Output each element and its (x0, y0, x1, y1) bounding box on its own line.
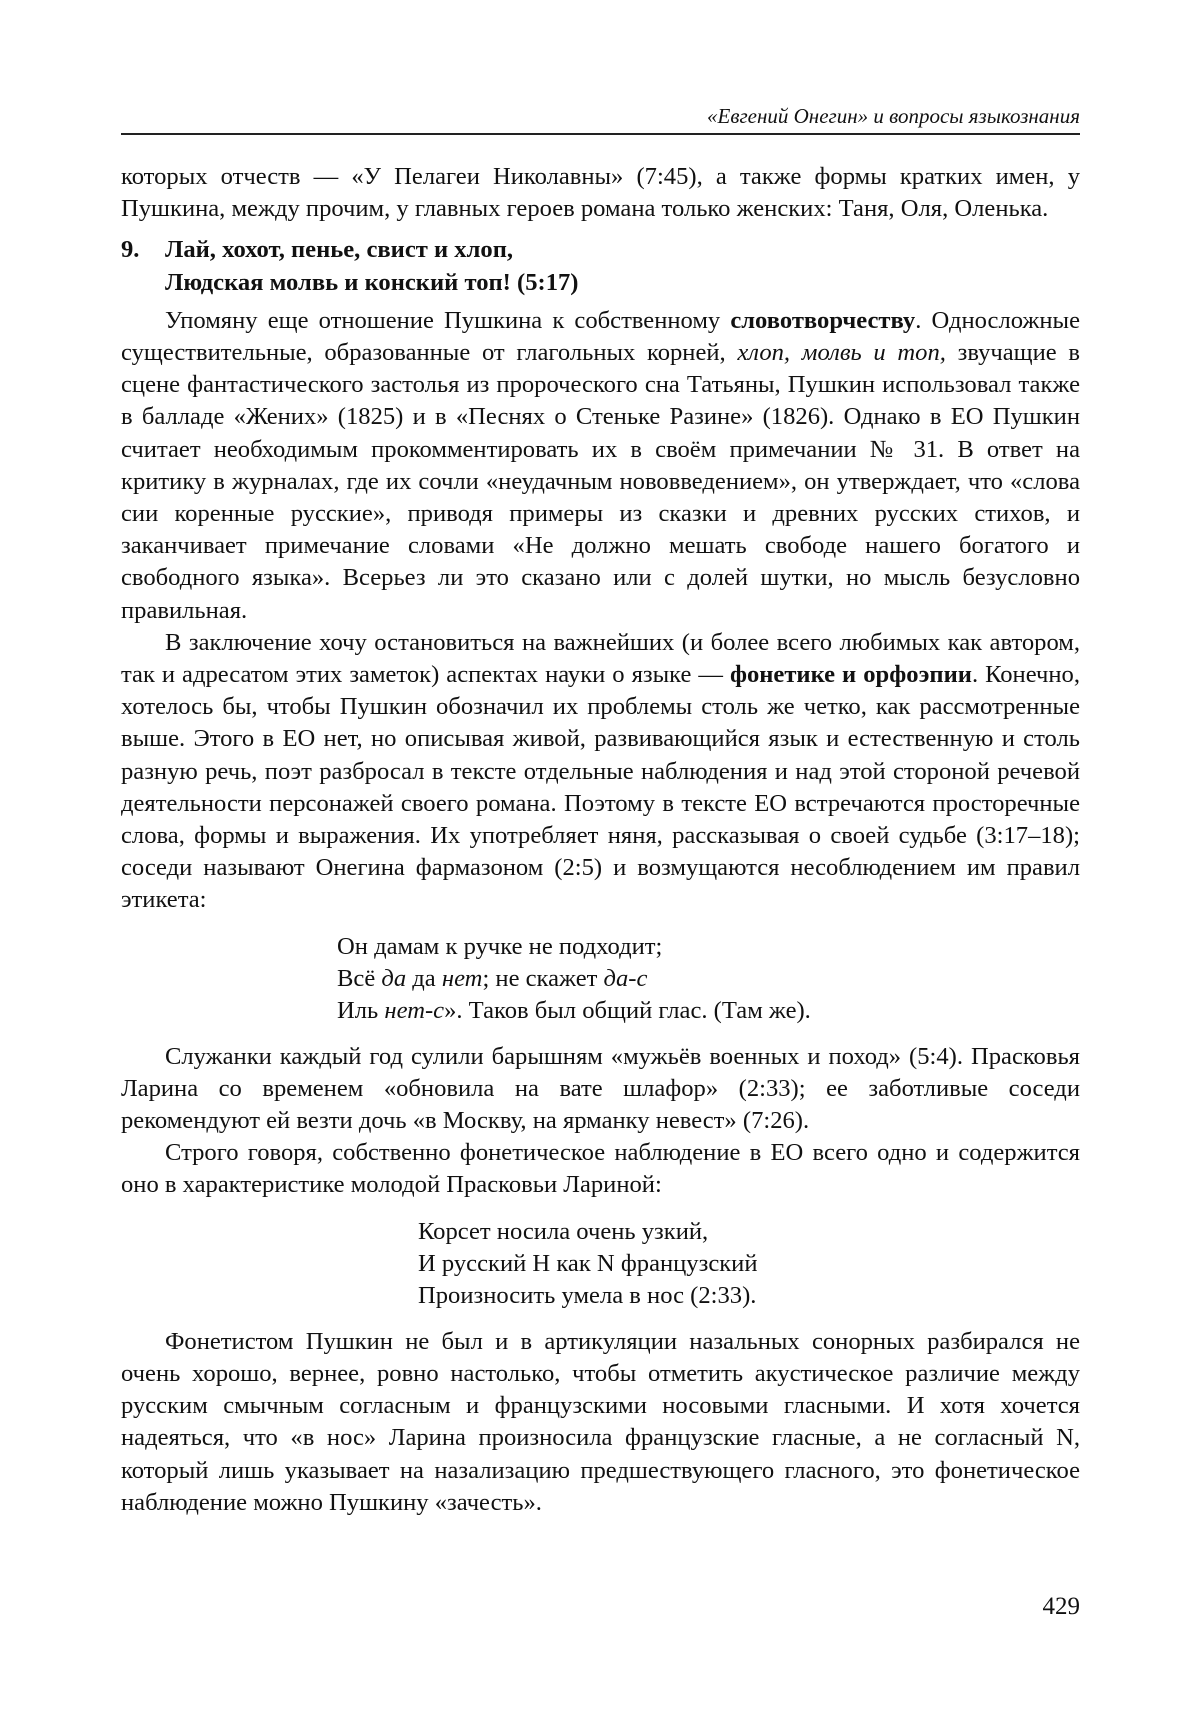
text-run: ; не скажет (482, 964, 604, 992)
section-title (165, 234, 578, 298)
opening-paragraph: которых отчеств — «У Пелагеи Николавны» (7:45), а также формы кратких имен, у Пушкина, между прочим, у главных героев романа только женских: Таня, Оля, Оленька. (121, 163, 1080, 223)
text-run: да (406, 964, 442, 992)
page-body (121, 161, 1080, 1519)
verse-line: И русский Н как N французский (418, 1249, 758, 1277)
paragraph-word-formation (121, 305, 1080, 627)
text-run: Упомяну еще отношение Пушкина к собственному (165, 306, 731, 334)
section-title-line-1: Лай, хохот, пенье, свист и хлоп, (165, 236, 514, 264)
italic-words: хлоп, молвь и топ, (737, 339, 946, 367)
italic-word: нет-с (384, 996, 445, 1024)
bold-term: словотворчеству (730, 306, 916, 334)
verse-line: Корсет носила очень узкий, (418, 1217, 709, 1245)
verse-line: Произносить умела в нос (2:33). (418, 1281, 757, 1309)
bold-term: фонетике и орфоэпии (729, 661, 972, 689)
paragraph-phonetic-observation: Строго говоря, собственно фонетическое наблюдение в ЕО всего одно и содержится оно в характеристике молодой Прасковьи Лариной: (121, 1139, 1080, 1199)
section-heading (121, 234, 1080, 298)
verse-quote-1 (121, 931, 1080, 1027)
italic-word: да-с (603, 964, 648, 992)
text-run: Иль (337, 996, 385, 1024)
paragraph-conclusion: Фонетистом Пушкин не был и в артикуляции назальных сонорных разбирался не очень хорошо, вернее, ровно настолько, чтобы отметить акустическое различие между русским смычным согласным и французскими носовыми гласными. И хотя хочется надеяться, что «в нос» Ларина произносила французские гласные, а не согласный N, который лишь указывает на назализацию предшествующего гласного, это фонетическое наблюдение можно Пушкину «зачесть». (121, 1327, 1080, 1516)
verse-line (337, 963, 1080, 995)
text-run: . Односложные существительные, образованные от глагольных корней, (121, 306, 1080, 367)
italic-word: нет (441, 964, 483, 992)
text-run: В заключение хочу остановиться на важнейших (и более всего любимых как автором, так и адресатом этих заметок) аспектах науки о языке — (121, 628, 1080, 689)
text-run: Всё (337, 964, 382, 992)
paragraph-phonetics (121, 627, 1080, 917)
text-run: звучащие в сцене фантастического застолья из пророческого сна Татьяны, Пушкин использовал также в балладе «Жених» (1825) и в «Песнях о Стеньке Разине» (1826). Однако в ЕО Пушкин считает необходимым прокомментировать их в своём примечании № 31. В ответ на критику в журналах, где их сочли «неудачным нововведением», он утверждает, что «слова сии коренные русские», приводя примеры из сказки и древних русских стихов, и заканчивает примечание словами «Не должно мешать свободе нашего богатого и свободного языка». Всерьез ли это сказано или с долей шутки, но мысль безусловно правильная. (121, 339, 1081, 624)
running-header: «Евгений Онегин» и вопросы языкознания (707, 104, 1080, 128)
verse-line (337, 995, 1080, 1027)
italic-word: да (381, 964, 407, 992)
paragraph-servants: Служанки каждый год сулили барышням «мужьёв военных и поход» (5:4). Прасковья Ларина со временем «обновила на вате шлафор» (2:33); ее заботливые соседи рекомендуют ей везти дочь «в Москву, на ярманку невест» (7:26). (121, 1042, 1080, 1135)
page-number: 429 (1042, 1593, 1080, 1620)
verse-quote-2 (121, 1216, 1080, 1312)
verse-line: Он дамам к ручке не подходит; (337, 932, 663, 960)
text-run: . Конечно, хотелось бы, чтобы Пушкин обозначил их проблемы столь же четко, как рассмотренные выше. Этого в ЕО нет, но описывая живой, развивающийся язык и естественную и столь разную речь, поэт разбросал в тексте отдельные наблюдения и над этой стороной речевой деятельности персонажей своего романа. Поэтому в тексте ЕО встречаются просторечные слова, формы и выражения. Их употребляет няня, рассказывая о своей судьбе (3:17–18); соседи называют Онегина фармазоном (2:5) и возмущаются несоблюдением им правил этикета: (121, 661, 1081, 914)
section-number: 9. (121, 236, 140, 264)
section-title-line-2: Людская молвь и конский топ! (5:17) (165, 268, 579, 296)
text-run: ». Таков был общий глас. (Там же). (444, 996, 811, 1024)
header-rule (121, 133, 1080, 135)
